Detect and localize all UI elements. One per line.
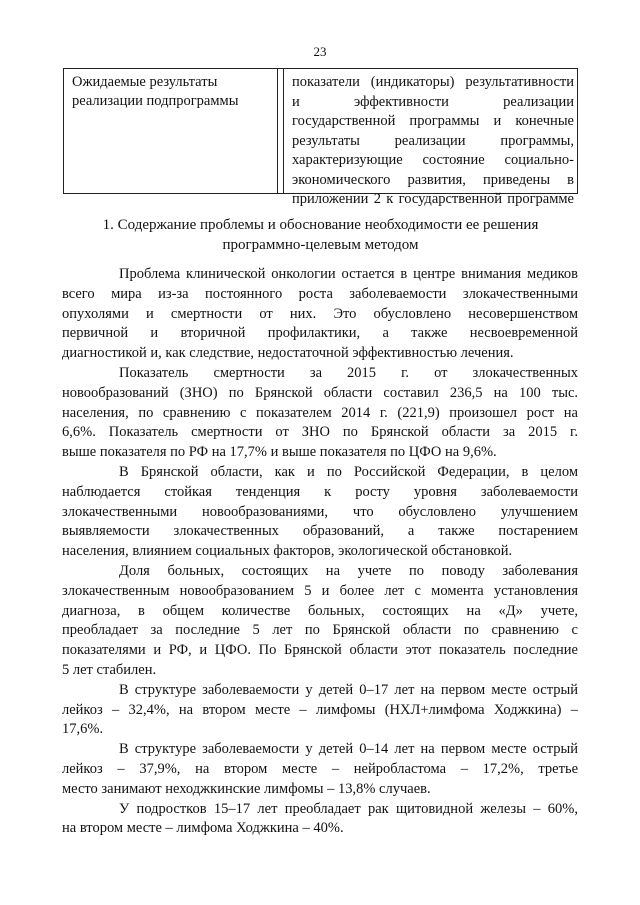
paragraph-line: диагностикой и, как следствие, недостаточной эффективностью лечения. (62, 345, 514, 362)
paragraph-line: наблюдается стойкая тенденция к росту уровня заболеваемости (62, 483, 578, 500)
paragraph-line: 17,6%. (62, 721, 104, 738)
table-value-cell (283, 69, 579, 207)
paragraph (62, 681, 578, 740)
table-value-line: показатели (индикаторы) результативности (292, 74, 574, 90)
section-heading (63, 215, 578, 255)
paragraph-line: населения, влиянием социальных факторов, экологической обстановкой. (62, 543, 513, 560)
paragraph-line: показателями и РФ, и ЦФО. По Брянской области этот показатель последние (62, 642, 578, 659)
table-label-line: Ожидаемые результаты (72, 74, 218, 90)
table-value-line: приложении 2 к государственной программе (292, 191, 574, 207)
paragraph-line: первичной и вторичной профилактики, а также несвоевременной (62, 325, 578, 342)
paragraph-line: всего мира из-за постоянного роста заболеваемости злокачественными (62, 285, 578, 302)
table-value-line: экономического развития, приведены в (292, 171, 574, 188)
paragraph-line: на втором месте – лимфома Ходжкина – 40%. (62, 820, 344, 837)
body-text (62, 265, 578, 839)
paragraph-line: В структуре заболеваемости у детей 0–17 лет на первом месте острый (119, 681, 578, 698)
paragraph-line: В структуре заболеваемости у детей 0–14 лет на первом месте острый (119, 741, 578, 758)
paragraph-line: лейкоз – 32,4%, на втором месте – лимфомы (НХЛ+лимфома Ходжкина) – (62, 701, 578, 718)
heading-line: 1. Содержание проблемы и обоснование необходимости ее решения (102, 217, 539, 233)
paragraph (62, 562, 578, 681)
paragraph-line: место занимают неходжкинские лимфомы – 13,8% случаев. (62, 780, 431, 797)
paragraph-line: Проблема клинической онкологии остается в центре внимания медиков (119, 266, 578, 282)
paragraph (62, 265, 578, 364)
paragraph-line: выше показателя по РФ на 17,7% и выше показателя по ЦФО на 9,6%. (62, 444, 497, 461)
paragraph-line: 5 лет стабилен. (62, 661, 157, 678)
table-label-cell (64, 69, 278, 193)
paragraph-line: преобладает за последние 5 лет по Брянской области по сравнению с (62, 622, 578, 639)
paragraph-line: лейкоз – 37,9%, на втором месте – нейробластома – 17,2%, третье (62, 760, 578, 777)
results-table (63, 68, 578, 207)
page-number: 23 (313, 44, 327, 59)
paragraph-line: В Брянской области, как и по Российской Федерации, в целом (119, 463, 578, 480)
paragraph-line: злокачественными новообразованиями, что обусловлено улучшением (62, 503, 578, 520)
table-value-line: результаты реализации программы, (292, 132, 574, 149)
paragraph-line: 6,6%. Показатель смертности от ЗНО по Брянской области за 2015 г. (62, 424, 578, 441)
table-label-line: реализации подпрограммы (72, 93, 239, 109)
paragraph-line: Доля больных, состоящих на учете по поводу заболевания (119, 562, 578, 579)
paragraph-line: Показатель смертности за 2015 г. от злокачественных (119, 364, 578, 381)
paragraph-line: новообразований (ЗНО) по Брянской области составил 236,5 на 100 тыс. (62, 384, 578, 401)
paragraph-line: диагноза, в общем количестве больных, состоящих на «Д» учете, (62, 602, 578, 619)
paragraph-line: выявляемости злокачественных образований, а также постарением (62, 523, 578, 540)
paragraph (62, 463, 578, 562)
paragraph (62, 800, 578, 840)
paragraph-line: злокачественным новообразованием 5 и более лет с момента установления (62, 582, 578, 599)
table-value-line: и эффективности реализации (292, 93, 574, 110)
heading-line: программно-целевым методом (222, 237, 419, 253)
table-value-line: государственной программы и конечные (292, 113, 574, 129)
paragraph-line: населения, по сравнению с показателем 2014 г. (221,9) произошел рост на (62, 404, 578, 421)
table-value-line: характеризующие состояние социально- (292, 152, 574, 168)
paragraph-line: опухолями и смертности от них. Это обусловлено несовершенством (62, 305, 578, 322)
paragraph (62, 364, 578, 463)
paragraph (62, 740, 578, 799)
paragraph-line: У подростков 15–17 лет преобладает рак щитовидной железы – 60%, (119, 800, 578, 817)
